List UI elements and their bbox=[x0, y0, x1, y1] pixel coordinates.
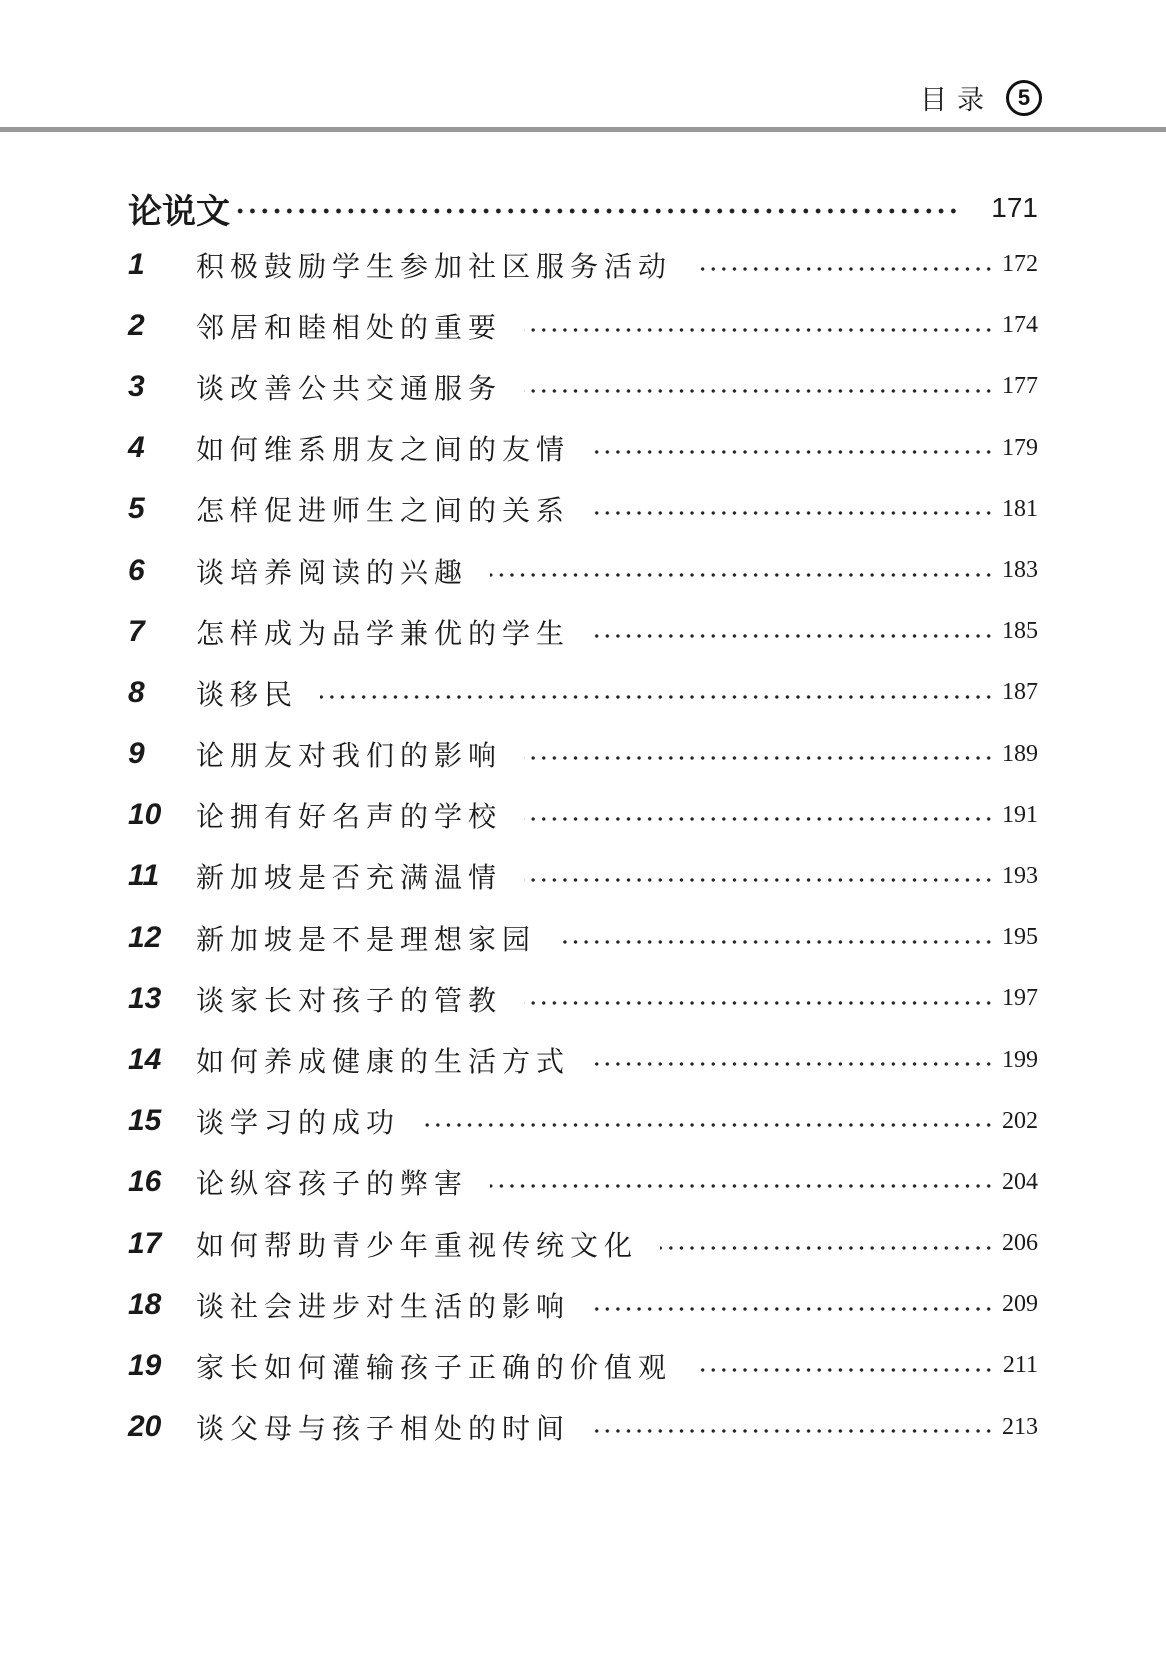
section-title: 论说文 bbox=[128, 191, 230, 232]
entry-page-number: 177 bbox=[1002, 373, 1038, 400]
entry-number: 4 bbox=[128, 431, 145, 465]
toc-entry[interactable] bbox=[128, 1397, 1038, 1458]
entry-number: 12 bbox=[128, 920, 162, 954]
entry-page-number: 174 bbox=[1002, 312, 1038, 339]
entry-title: 论朋友对我们的影响 bbox=[196, 739, 503, 773]
entry-page-number: 172 bbox=[1002, 251, 1038, 278]
entry-title: 谈改善公共交通服务 bbox=[196, 371, 503, 405]
toc-entry[interactable] bbox=[128, 601, 1038, 662]
entry-page-number: 209 bbox=[1002, 1291, 1038, 1318]
dot-leader bbox=[660, 1245, 994, 1251]
toc-entry[interactable] bbox=[128, 1335, 1038, 1396]
dot-leader bbox=[524, 388, 994, 394]
entry-number: 6 bbox=[128, 553, 145, 587]
entry-page-number: 191 bbox=[1002, 801, 1038, 828]
running-head bbox=[920, 78, 1042, 117]
dot-leader bbox=[490, 1183, 994, 1189]
entry-page-number: 199 bbox=[1002, 1046, 1038, 1073]
entry-page-number: 193 bbox=[1002, 862, 1038, 889]
toc-entry[interactable] bbox=[128, 1029, 1038, 1090]
toc-entry[interactable] bbox=[128, 785, 1038, 846]
page-header bbox=[0, 0, 1166, 132]
toc-entry[interactable] bbox=[128, 479, 1038, 540]
entry-number: 16 bbox=[128, 1165, 162, 1199]
entry-number: 3 bbox=[128, 369, 145, 403]
toc-section-heading[interactable] bbox=[128, 182, 1038, 234]
entry-title: 如何养成健康的生活方式 bbox=[196, 1045, 571, 1079]
entry-page-number: 187 bbox=[1002, 679, 1038, 706]
toc-entry[interactable] bbox=[128, 724, 1038, 785]
entry-number: 10 bbox=[128, 798, 162, 832]
entry-number: 8 bbox=[128, 675, 145, 709]
entry-page-number: 202 bbox=[1002, 1107, 1038, 1134]
dot-leader bbox=[694, 1367, 994, 1373]
toc-entry[interactable] bbox=[128, 846, 1038, 907]
toc-entry[interactable] bbox=[128, 1152, 1038, 1213]
dot-leader bbox=[320, 694, 994, 700]
entry-number: 11 bbox=[128, 859, 160, 893]
toc-entry[interactable] bbox=[128, 234, 1038, 295]
toc-entry[interactable] bbox=[128, 418, 1038, 479]
page-number-badge: 5 bbox=[1006, 80, 1042, 116]
toc-entry[interactable] bbox=[128, 1213, 1038, 1274]
entry-title: 怎样成为品学兼优的学生 bbox=[196, 616, 571, 650]
dot-leader bbox=[422, 1122, 994, 1128]
entry-number: 14 bbox=[128, 1043, 162, 1077]
entry-title: 谈父母与孩子相处的时间 bbox=[196, 1412, 571, 1446]
toc-entry[interactable] bbox=[128, 907, 1038, 968]
dot-leader bbox=[524, 327, 994, 333]
entry-number: 15 bbox=[128, 1104, 162, 1138]
entry-title: 谈社会进步对生活的影响 bbox=[196, 1289, 571, 1323]
toc-entry[interactable] bbox=[128, 968, 1038, 1029]
toc-entry-list bbox=[128, 234, 1038, 1458]
toc-entry[interactable] bbox=[128, 1091, 1038, 1152]
entry-number: 13 bbox=[128, 981, 162, 1015]
dot-leader bbox=[592, 1428, 994, 1434]
entry-number: 2 bbox=[128, 308, 145, 342]
table-of-contents bbox=[128, 182, 1038, 1458]
dot-leader bbox=[524, 1000, 994, 1006]
dot-leader bbox=[234, 207, 963, 215]
entry-title: 谈培养阅读的兴趣 bbox=[196, 555, 469, 589]
entry-number: 1 bbox=[128, 247, 145, 281]
entry-title: 邻居和睦相处的重要 bbox=[196, 310, 503, 344]
dot-leader bbox=[592, 1061, 994, 1067]
entry-title: 如何维系朋友之间的友情 bbox=[196, 433, 571, 467]
entry-page-number: 183 bbox=[1002, 557, 1038, 584]
entry-title: 怎样促进师生之间的关系 bbox=[196, 494, 571, 528]
entry-title: 如何帮助青少年重视传统文化 bbox=[196, 1228, 639, 1262]
toc-entry[interactable] bbox=[128, 1274, 1038, 1335]
entry-title: 论纵容孩子的弊害 bbox=[196, 1167, 469, 1201]
dot-leader bbox=[592, 449, 994, 455]
entry-title: 谈移民 bbox=[196, 677, 299, 711]
dot-leader bbox=[592, 1306, 994, 1312]
entry-page-number: 206 bbox=[1002, 1230, 1038, 1257]
entry-title: 家长如何灌输孩子正确的价值观 bbox=[196, 1350, 673, 1384]
entry-page-number: 189 bbox=[1002, 740, 1038, 767]
header-rule bbox=[0, 127, 1166, 132]
entry-page-number: 185 bbox=[1002, 618, 1038, 645]
dot-leader bbox=[592, 633, 994, 639]
running-title: 目录 bbox=[920, 85, 994, 116]
entry-title: 谈家长对孩子的管教 bbox=[196, 983, 503, 1017]
dot-leader bbox=[592, 510, 994, 516]
section-page-number: 171 bbox=[991, 192, 1038, 223]
entry-number: 20 bbox=[128, 1410, 162, 1444]
entry-page-number: 181 bbox=[1002, 495, 1038, 522]
dot-leader bbox=[694, 266, 994, 272]
toc-entry[interactable] bbox=[128, 295, 1038, 356]
dot-leader bbox=[524, 877, 994, 883]
dot-leader bbox=[524, 755, 994, 761]
entry-number: 17 bbox=[128, 1226, 162, 1260]
toc-entry[interactable] bbox=[128, 662, 1038, 723]
entry-page-number: 179 bbox=[1002, 434, 1038, 461]
entry-page-number: 204 bbox=[1002, 1168, 1038, 1195]
toc-entry[interactable] bbox=[128, 540, 1038, 601]
dot-leader bbox=[490, 572, 994, 578]
entry-title: 新加坡是否充满温情 bbox=[196, 861, 503, 895]
entry-number: 19 bbox=[128, 1348, 162, 1382]
entry-page-number: 213 bbox=[1002, 1413, 1038, 1440]
entry-title: 谈学习的成功 bbox=[196, 1106, 401, 1140]
entry-number: 7 bbox=[128, 614, 145, 648]
entry-title: 新加坡是不是理想家园 bbox=[196, 922, 537, 956]
entry-number: 18 bbox=[128, 1287, 162, 1321]
entry-number: 5 bbox=[128, 492, 145, 526]
entry-page-number: 197 bbox=[1002, 985, 1038, 1012]
dot-leader bbox=[558, 939, 994, 945]
entry-title: 论拥有好名声的学校 bbox=[196, 800, 503, 834]
entry-number: 9 bbox=[128, 737, 145, 771]
entry-title: 积极鼓励学生参加社区服务活动 bbox=[196, 249, 673, 283]
entry-page-number: 195 bbox=[1002, 924, 1038, 951]
toc-entry[interactable] bbox=[128, 356, 1038, 417]
entry-page-number: 211 bbox=[1002, 1352, 1038, 1379]
dot-leader bbox=[524, 816, 994, 822]
